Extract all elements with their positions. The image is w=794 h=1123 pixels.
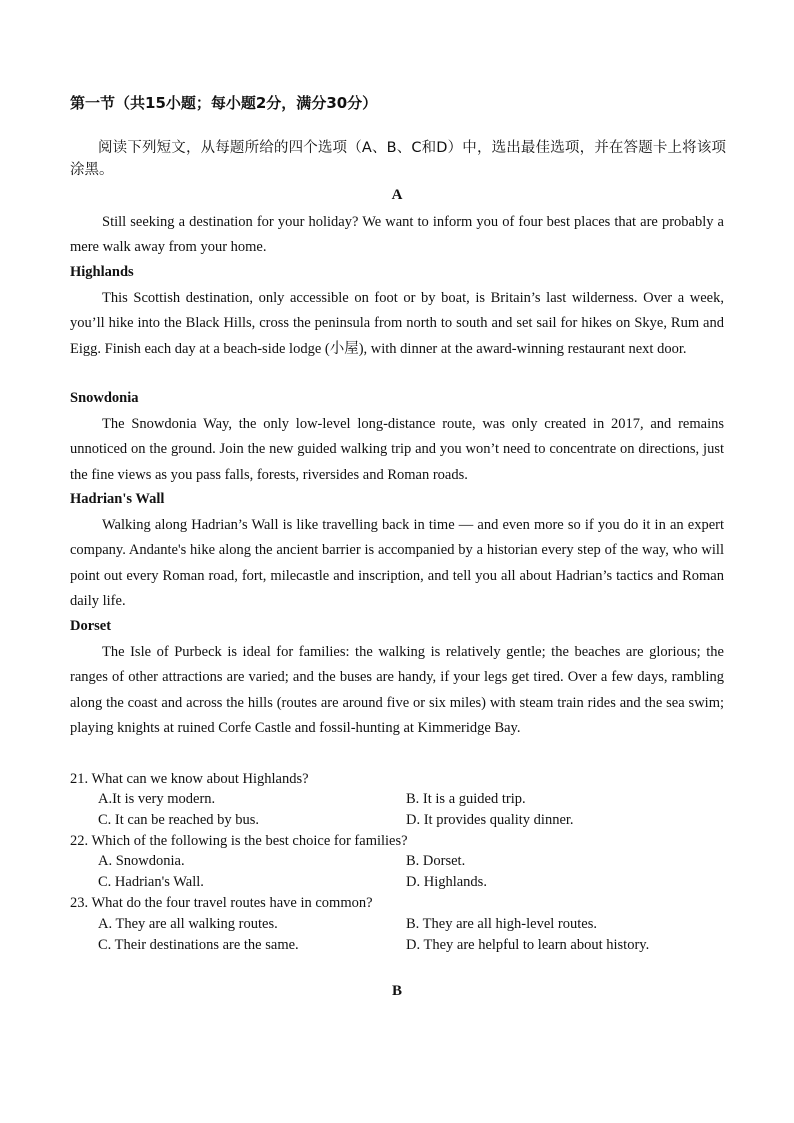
q21-option-a: A.It is very modern. bbox=[98, 791, 216, 807]
passage-intro: Still seeking a destination for your holiday? We want to inform you of four best places that are probably a mere walk away from your home. bbox=[70, 214, 724, 256]
heading-dorset: Dorset bbox=[70, 618, 112, 634]
paragraph-hadrians-wall: Walking along Hadrian’s Wall is like travelling back in time — and even more so if you do it in an expert company. Andante's hike along the ancient barrier is accompanied by a historian every step of the way, who will point out every Roman road, fort, milecastle and inscription, and tell you all about Hadrian’s tactics and Roman daily life. bbox=[70, 517, 724, 610]
heading-snowdonia: Snowdonia bbox=[70, 390, 139, 406]
q23-option-d: D. They are helpful to learn about history. bbox=[406, 937, 650, 953]
q22-option-c: C. Hadrian's Wall. bbox=[98, 874, 204, 890]
paragraph-highlands: This Scottish destination, only accessible on foot or by boat, is Britain’s last wilderness. Over a week, you’ll hike into the Black Hills, cross the peninsula from north to south and set sail for hikes on Skye, Rum and Eigg. Finish each day at a beach-side lodge (小屋), with dinner at the award-winning restaurant next door. bbox=[70, 290, 724, 357]
paragraph-dorset: The Isle of Purbeck is ideal for families: the walking is relatively gentle; the beaches are glorious; the ranges of other attractions are varied; and the buses are handy, if your legs get tired. Over a few days, rambling along the coast and across the hills (routes are around five or six miles) with steam train rides and the sea swim; playing knights at ruined Corfe Castle and fossil-hunting at Kimmeridge Bay. bbox=[70, 644, 724, 737]
q23-option-b: B. They are all high-level routes. bbox=[406, 916, 597, 932]
q21-option-c: C. It can be reached by bus. bbox=[98, 812, 260, 828]
passage-b-letter: B bbox=[391, 983, 402, 999]
q23-option-a: A. They are all walking routes. bbox=[98, 916, 278, 932]
q21-option-b: B. It is a guided trip. bbox=[406, 791, 526, 807]
heading-hadrians-wall: Hadrian's Wall bbox=[70, 491, 165, 507]
section-title: 第一节（共15小题；每小题2分，满分30分） bbox=[70, 94, 378, 112]
question-22: 22. Which of the following is the best choice for families? bbox=[70, 833, 408, 849]
heading-highlands: Highlands bbox=[70, 264, 134, 280]
q22-option-b: B. Dorset. bbox=[406, 853, 466, 869]
q21-option-d: D. It provides quality dinner. bbox=[406, 812, 574, 828]
question-21: 21. What can we know about Highlands? bbox=[70, 771, 309, 787]
q22-option-d: D. Highlands. bbox=[406, 874, 487, 890]
q23-option-c: C. Their destinations are the same. bbox=[98, 937, 299, 953]
q22-option-a: A. Snowdonia. bbox=[98, 853, 185, 869]
passage-a-letter: A bbox=[391, 187, 403, 203]
instructions: 阅读下列短文，从每题所给的四个选项（A、B、C和D）中，选出最佳选项，并在答题卡上将该项涂黑。 bbox=[70, 140, 726, 178]
paragraph-snowdonia: The Snowdonia Way, the only low-level long-distance route, was only created in 2017, and remains unnoticed on the ground. Join the new guided walking trip and you won’t need to concentrate on directions, just the fine views as you pass falls, forests, riversides and Roman roads. bbox=[70, 416, 724, 483]
question-23: 23. What do the four travel routes have in common? bbox=[70, 895, 373, 911]
